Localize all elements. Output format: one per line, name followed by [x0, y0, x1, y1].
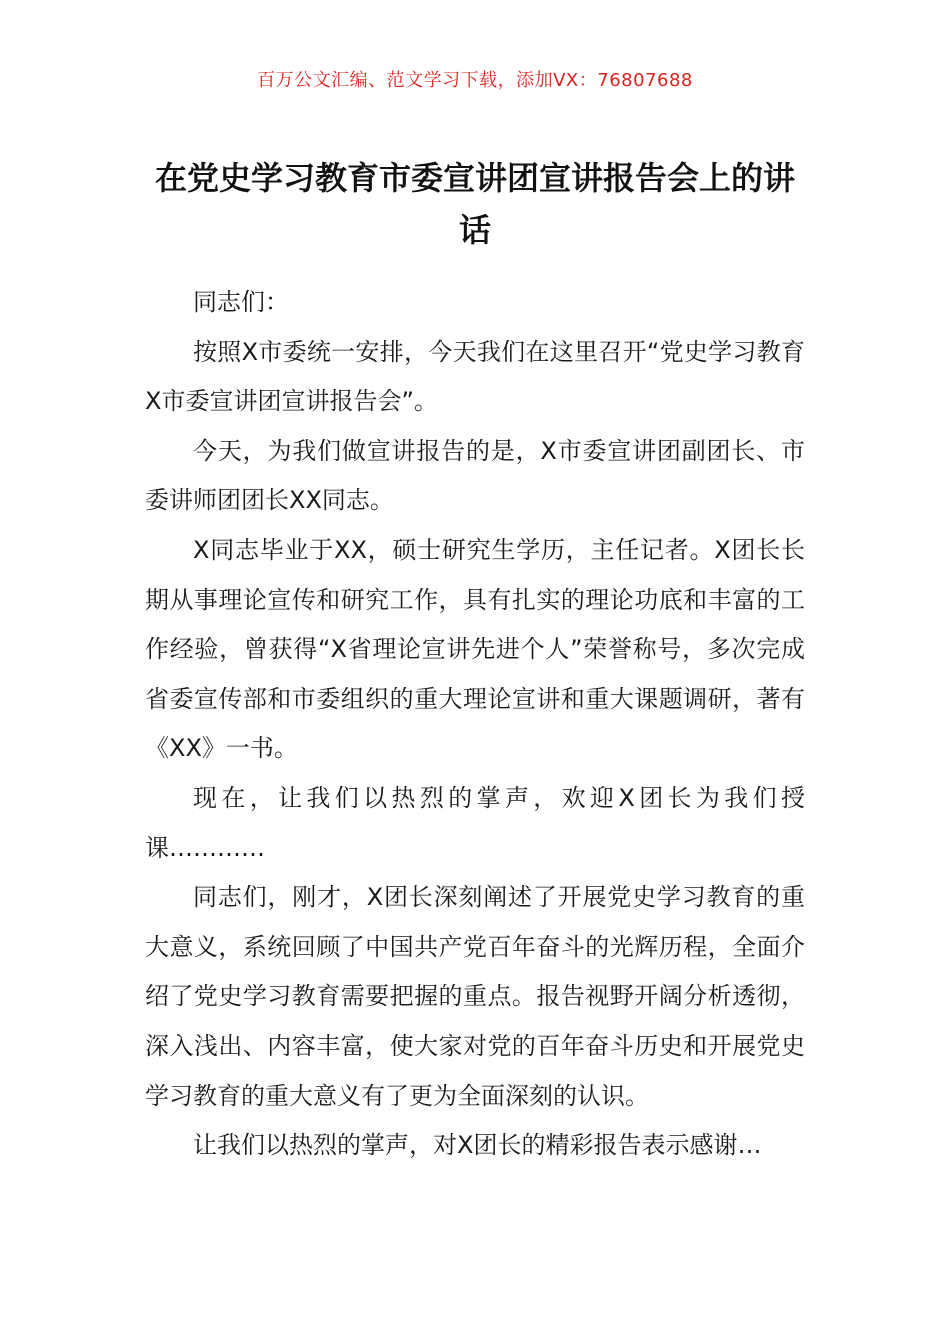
header-watermark: 百万公文汇编、范文学习下载，添加VX：76807688: [257, 70, 693, 91]
paragraph: 现在，让我们以热烈的掌声，欢迎X团长为我们授课…………: [145, 783, 805, 862]
paragraph-closing: 让我们以热烈的掌声，对X团长的精彩报告表示感谢…: [193, 1131, 762, 1160]
paragraph: X同志毕业于XX，硕士研究生学历，主任记者。X团长长期从事理论宣传和研究工作，具有扎实的理论功底和丰富的工作经验，曾获得“X省理论宣讲先进个人”荣誉称号，多次完成省委宣传部和市委组织的重大理论宣讲和重大课题调研，著有《XX》一书。: [145, 535, 805, 763]
paragraph-greeting: 同志们：: [193, 288, 289, 316]
paragraph: 今天，为我们做宣讲报告的是，X市委宣讲团副团长、市委讲师团团长XX同志。: [145, 436, 805, 515]
paragraph: 按照X市委统一安排，今天我们在这里召开“党史学习教育X市委宣讲团宣讲报告会”。: [145, 337, 805, 416]
document-body: [145, 278, 805, 1171]
paragraph: 同志们，刚才，X团长深刻阐述了开展党史学习教育的重大意义，系统回顾了中国共产党百年奋斗的光辉历程，全面介绍了党史学习教育需要把握的重点。报告视野开阔分析透彻，深入浅出、内容丰富，使大家对党的百年奋斗历史和开展党史学习教育的重大意义有了更为全面深刻的认识。: [145, 883, 805, 1110]
document-title: 在党史学习教育市委宣讲团宣讲报告会上的讲话: [154, 159, 795, 249]
